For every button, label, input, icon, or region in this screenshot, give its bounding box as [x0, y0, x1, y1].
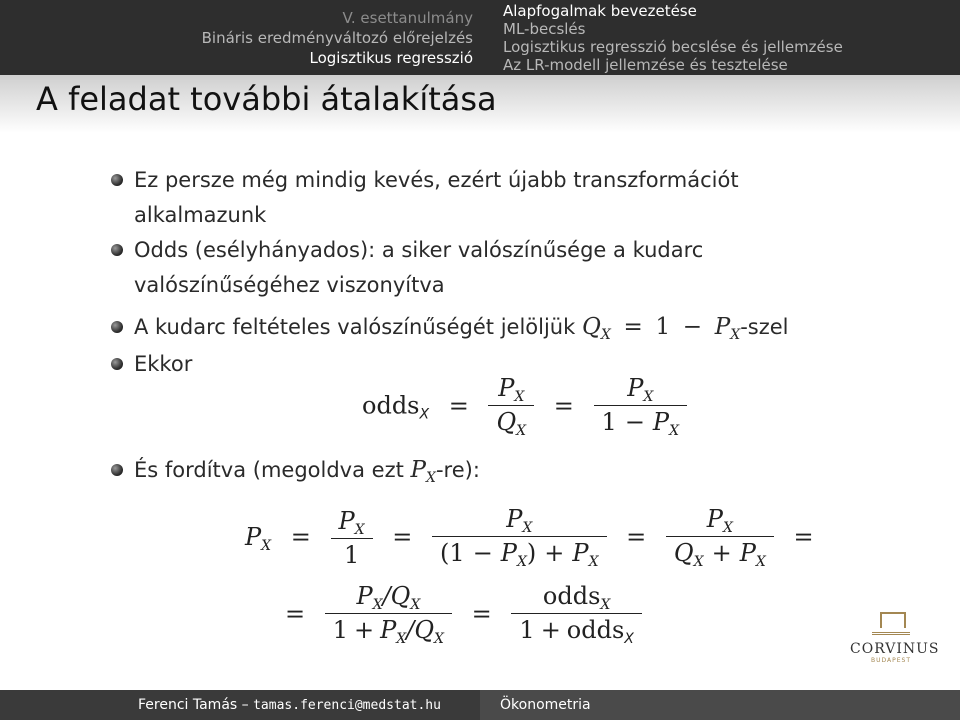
- inverse-equation-line-2: = $\frac{P_X/Q_X}{1 + P_X/Q_X}$ = $\frac{odds_X}{1 + odds_X}$: [285, 582, 642, 647]
- odds-equation: odds$_X$ = $\frac{P_X}{Q_X}$ = $\frac{P_X}{1 - P_X}$: [362, 374, 687, 439]
- bullet-icon: [111, 358, 123, 370]
- subsection-navigation: [503, 2, 843, 74]
- bullet-2-text: Odds (esélyhányados): a siker valószínűsége a kudarc valószínűségéhez viszonyítva: [134, 238, 704, 297]
- bullet-5-text: És fordítva (megoldva ezt $P_X-re$):: [134, 457, 480, 486]
- frame-title: A feladat további átalakítása: [36, 80, 497, 118]
- bullet-3-text: A kudarc feltételes valószínűségét jelöljük $Q_X = 1$ − $P_X$-szel: [134, 314, 789, 343]
- nav-subsection-ml-estimation[interactable]: ML-becslés: [503, 20, 586, 38]
- inverse-equation-line-1: $P_X$ = $\frac{P_X}{1}$ = $\frac{P_X}{(1 - P_X) + P_X}$ = $\frac{P_X}{Q_X + P_X}$ =: [245, 505, 814, 570]
- bullet-1-text: Ez persze még mindig kevés, ezért újabb transzformációt alkalmazunk: [134, 168, 739, 227]
- nav-section-binary-prediction[interactable]: Bináris eredményváltozó előrejelzés: [201, 29, 473, 47]
- bullet-icon: [111, 244, 123, 256]
- nav-section-logistic-regression[interactable]: Logisztikus regresszió: [309, 49, 473, 67]
- logo-subtext: BUDAPEST: [870, 657, 911, 664]
- bullet-4-text: Ekkor: [134, 352, 193, 376]
- nav-section-case-study[interactable]: V. esettanulmány: [342, 9, 473, 27]
- nav-subsection-basic-concepts[interactable]: Alapfogalmak bevezetése: [503, 2, 697, 20]
- bullet-icon: [111, 174, 123, 186]
- nav-subsection-lr-estimation[interactable]: Logisztikus regresszió becslése és jellemzése: [503, 38, 843, 56]
- bullet-icon: [111, 321, 123, 333]
- footer-course-title: Ökonometria: [500, 697, 591, 713]
- footer-email[interactable]: tamas.ferenci@medstat.hu: [253, 698, 441, 713]
- nav-subsection-lr-model-testing[interactable]: Az LR-modell jellemzése és tesztelése: [503, 56, 788, 74]
- logo-text: CORVINUS: [850, 641, 940, 657]
- section-navigation: [202, 8, 473, 68]
- bullet-icon: [111, 464, 123, 476]
- footer-author: Ferenci Tamás – tamas.ferenci@medstat.hu: [138, 697, 441, 713]
- corvinus-logo: [850, 610, 940, 664]
- crown-emblem-icon: [872, 610, 910, 635]
